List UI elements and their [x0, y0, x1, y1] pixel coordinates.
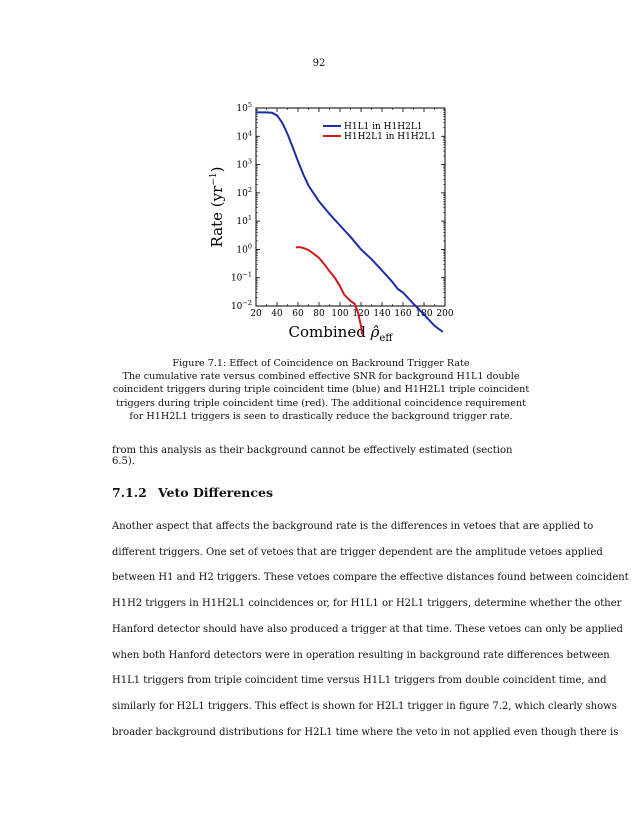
y-tick-label: $10^3$: [236, 157, 252, 171]
figure-caption: [112, 357, 530, 423]
section-title: Veto Differences: [158, 485, 273, 500]
x-tick-label: 80: [313, 309, 325, 319]
y-tick-label: $10^5$: [236, 101, 252, 114]
series-line-2: [296, 247, 362, 334]
body-line: Another aspect that affects the background rate is the differences in vetoes that are applied to: [112, 521, 594, 532]
legend-label: H1L1 in H1H2L1: [344, 122, 423, 132]
page-number: 92: [312, 58, 326, 69]
x-tick-label: 100: [331, 309, 349, 319]
body-text: [112, 514, 629, 745]
x-axis-label: Combined $\rhô_{eff}$: [288, 323, 393, 344]
y-tick-label: $10^1$: [236, 214, 252, 228]
legend-label: H1H2L1 in H1H2L1: [344, 132, 437, 142]
x-tick-label: 120: [352, 309, 370, 319]
y-tick-label: $10^{-2}$: [230, 299, 252, 312]
section-number: 7.1.2: [112, 485, 147, 500]
body-line: when both Hanford detectors were in operation resulting in background rate differences between: [112, 649, 610, 661]
y-tick-label: $10^4$: [236, 129, 252, 143]
body-line: H1H2 triggers in H1H2L1 coincidences or, for H1L1 or H2L1 triggers, determine whether the other: [112, 598, 622, 610]
x-tick-label: 20: [250, 309, 262, 319]
y-tick-label: $10^0$: [236, 242, 252, 256]
body-line: broader background distributions for H2L1 time where the veto in not applied even though there is: [112, 726, 619, 738]
x-tick-label: 140: [373, 309, 391, 319]
body-line: different triggers. One set of vetoes that are trigger dependent are the amplitude vetoes applied: [112, 546, 603, 558]
body-line: H1L1 triggers from triple coincident time versus H1L1 triggers from double coincident time, and: [112, 675, 607, 687]
x-tick-label: 160: [394, 309, 412, 319]
x-tick-label: 200: [436, 309, 454, 319]
paragraph-continuation: from this analysis as their background cannot be effectively estimated (section 6.5).: [112, 445, 513, 467]
y-axis-label: Rate $(yr^{-1})$: [208, 166, 226, 248]
y-tick-label: $10^2$: [236, 185, 252, 199]
section-heading: [112, 485, 273, 500]
body-line: between H1 and H2 triggers. These vetoes compare the effective distances found between coincident: [112, 572, 629, 584]
body-line: similarly for H2L1 triggers. This effect is shown for H2L1 trigger in figure 7.2, which clearly shows: [112, 700, 617, 712]
x-tick-label: 180: [415, 309, 433, 319]
rate-chart: [0, 0, 638, 345]
caption-body: The cumulative rate versus combined effective SNR for background H1L1 double coincident triggers during triple coincident time (blue) and H1H2L1 triple coincident triggers during triple coincident time (red). The additional coincidence requirement for H1H2L1 triggers is seen to drastically reduce the background trigger rate.: [112, 371, 530, 422]
x-tick-label: 40: [271, 309, 283, 319]
y-tick-label: $10^{-1}$: [230, 270, 252, 284]
caption-title: Figure 7.1: Effect of Coincidence on Backround Trigger Rate: [172, 358, 470, 369]
x-tick-label: 60: [292, 309, 304, 319]
body-line: Hanford detector should have also produced a trigger at that time. These vetoes can only be applied: [112, 623, 623, 635]
